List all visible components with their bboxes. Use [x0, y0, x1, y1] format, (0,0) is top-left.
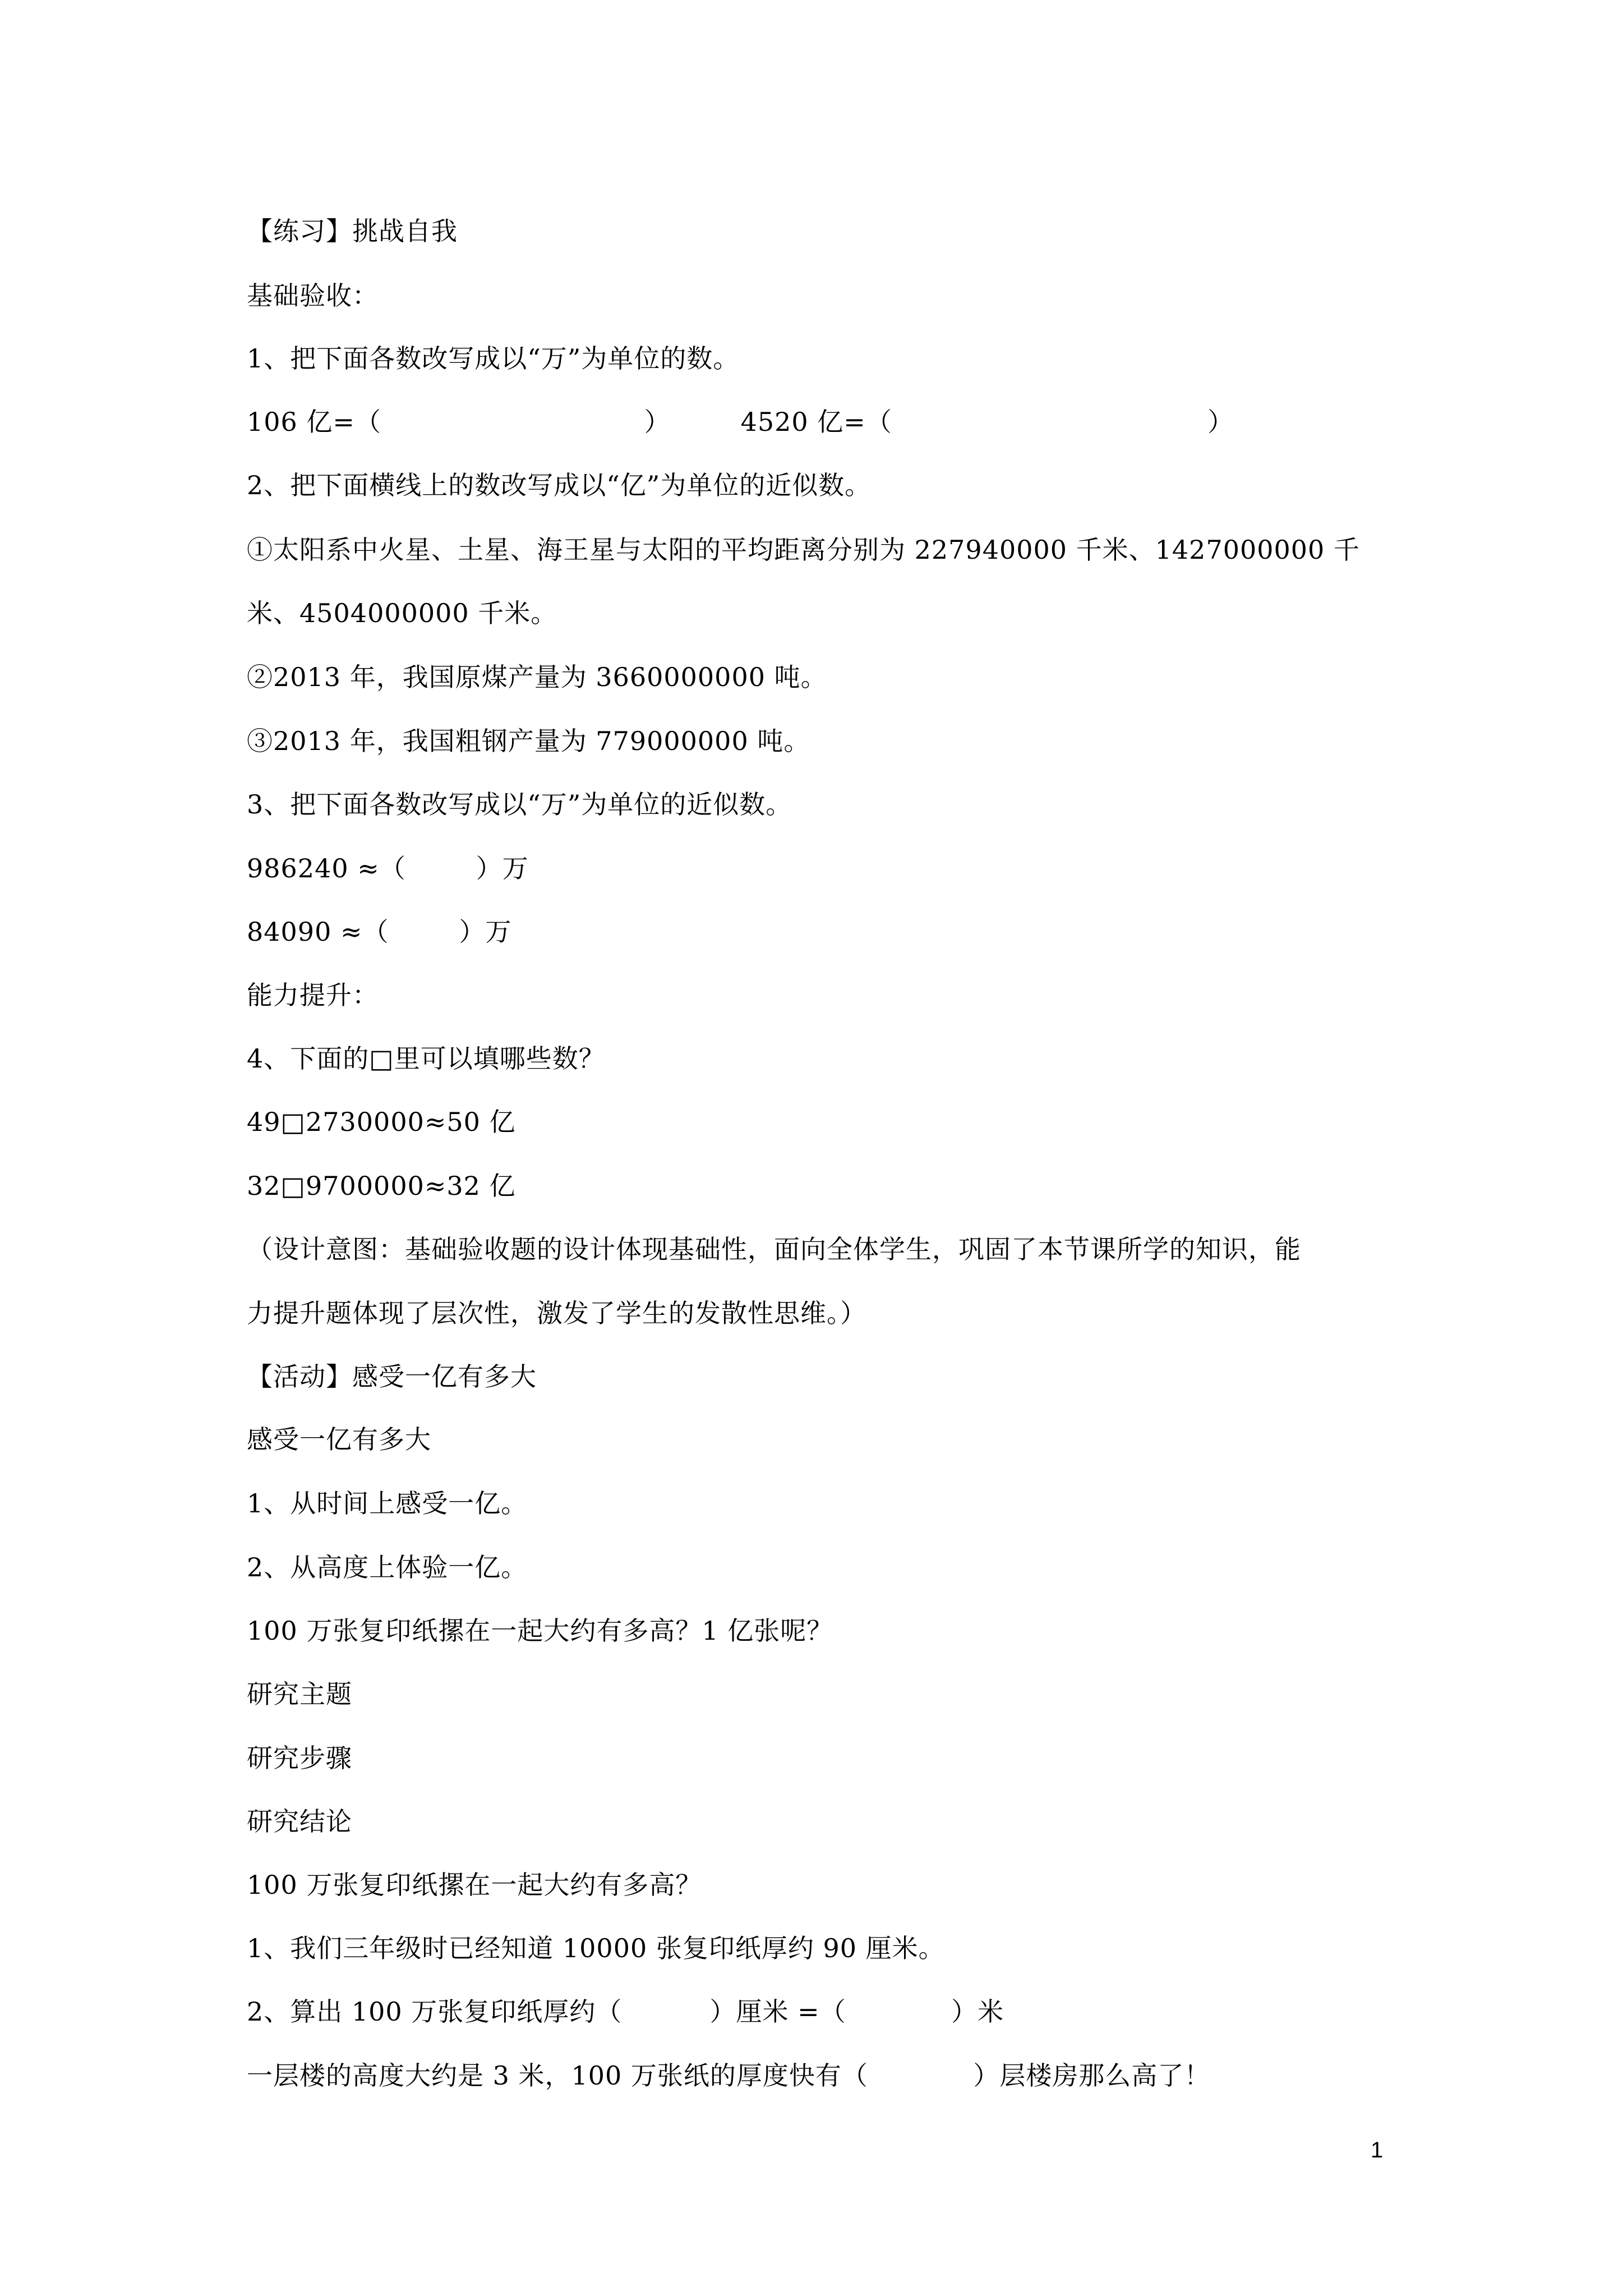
question-3-item-1: 986240 ≈（ ）万 [247, 853, 529, 884]
research-conclusion: 研究结论 [247, 1806, 352, 1837]
practice-heading: 【练习】挑战自我 [247, 216, 458, 246]
research-steps: 研究步骤 [247, 1743, 352, 1773]
question-4-item-2: 32□9700000≈32 亿 [247, 1171, 516, 1201]
page-number: 1 [1371, 2138, 1384, 2162]
step-1: 1、我们三年级时已经知道 10000 张复印纸厚约 90 厘米。 [247, 1933, 945, 1963]
activity-item-1: 1、从时间上感受一亿。 [247, 1488, 528, 1519]
activity-subtitle: 感受一亿有多大 [247, 1424, 431, 1455]
question-2-item-1: ①太阳系中火星、土星、海王星与太阳的平均距离分别为 227940000 千米、1427000000 千 [247, 535, 1360, 565]
design-intent: （设计意图：基础验收题的设计体现基础性，面向全体学生，巩固了本节课所学的知识，能 [247, 1234, 1301, 1264]
activity-heading: 【活动】感受一亿有多大 [247, 1361, 537, 1392]
question-2: 2、把下面横线上的数改写成以“亿”为单位的近似数。 [247, 470, 872, 500]
research-question: 100 万张复印纸摞在一起大约有多高？1 亿张呢？ [247, 1616, 833, 1646]
question-2-item-3: ③2013 年，我国粗钢产量为 779000000 吨。 [247, 726, 810, 756]
research-topic: 研究主题 [247, 1679, 352, 1709]
step-2: 2、算出 100 万张复印纸厚约（ ）厘米 =（ ）米 [247, 1996, 1004, 2027]
question-3: 3、把下面各数改写成以“万”为单位的近似数。 [247, 789, 792, 820]
question-2-item-2: ②2013 年，我国原煤产量为 3660000000 吨。 [247, 662, 827, 692]
design-intent-cont: 力提升题体现了层次性，激发了学生的发散性思维。） [247, 1298, 866, 1328]
basic-check-label: 基础验收： [247, 280, 379, 311]
ability-label: 能力提升： [247, 980, 379, 1010]
question-1: 1、把下面各数改写成以“万”为单位的数。 [247, 343, 740, 374]
question-4-item-1: 49□2730000≈50 亿 [247, 1107, 516, 1137]
question-3-item-2: 84090 ≈（ ）万 [247, 917, 512, 947]
research-question-2: 100 万张复印纸摞在一起大约有多高？ [247, 1870, 702, 1900]
question-2-item-1-cont: 米、4504000000 千米。 [247, 598, 557, 628]
question-4: 4、下面的□里可以填哪些数？ [247, 1043, 605, 1074]
question-1-blanks: 106 亿=（ ） 4520 亿=（ ） [247, 407, 1234, 437]
activity-item-2: 2、从高度上体验一亿。 [247, 1552, 528, 1582]
floor-height-text: 一层楼的高度大约是 3 米，100 万张纸的厚度快有（ ）层楼房那么高了！ [247, 2060, 1211, 2091]
